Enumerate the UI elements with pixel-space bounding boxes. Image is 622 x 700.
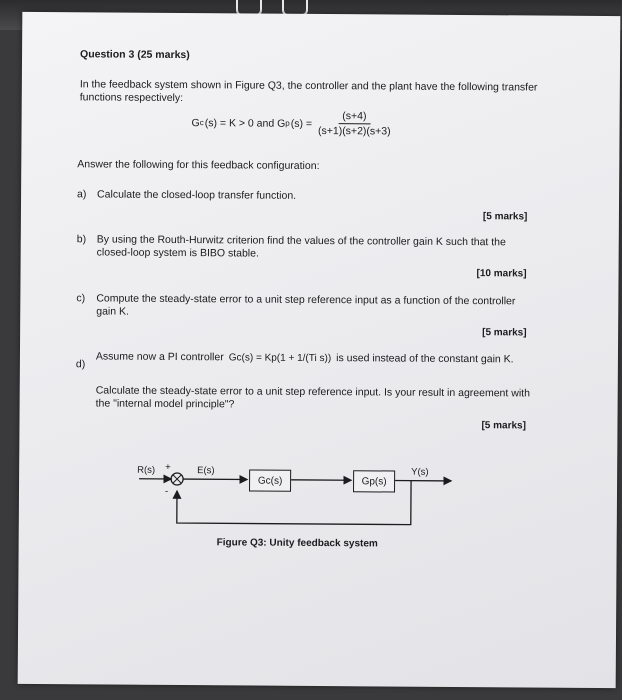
part-d-label: d)	[75, 358, 86, 371]
minus-sign: -	[164, 485, 169, 497]
part-a-label: a)	[77, 188, 87, 201]
part-c-marks: [5 marks]	[482, 327, 527, 339]
part-d-post: is used instead of the constant gain K.	[336, 352, 514, 366]
part-b-label: b)	[76, 233, 87, 246]
output-label: Y(s)	[411, 466, 429, 478]
plant-block	[353, 470, 395, 492]
question-intro: In the feedback system shown in Figure Q3, the controller and the plant have the following transfer functions respectively:	[79, 78, 538, 105]
figure-caption: Figure Q3: Unity feedback system	[216, 537, 378, 550]
gc-symbol: G	[191, 116, 200, 129]
controller-block	[249, 470, 291, 492]
plus-sign: +	[165, 461, 171, 473]
part-b-text: By using the Routh-Hurwitz criterion find the values of the controller gain K such that the closed-loop system is BIBO stable.	[96, 233, 506, 260]
exam-page	[18, 12, 621, 688]
part-b-marks: [10 marks]	[476, 268, 527, 280]
controller-label: Gc(s)	[257, 475, 283, 487]
part-c-label: c)	[76, 292, 86, 305]
error-label: E(s)	[197, 465, 215, 477]
part-d-pre: Assume now a PI controller	[95, 350, 224, 364]
gp-equals: (s) =	[290, 117, 313, 130]
plant-label: Gp(s)	[361, 475, 387, 487]
part-c-text: Compute the steady-state error to a unit step reference input as a function of the controller gain K.	[96, 292, 516, 318]
part-a-marks: [5 marks]	[482, 211, 528, 223]
block-diagram	[19, 12, 621, 556]
reference-label: R(s)	[137, 464, 156, 476]
pi-controller-expression: Gc(s) = Kp(1 + 1/(Ti s))	[228, 351, 332, 364]
part-a-text: Calculate the closed-loop transfer function.	[97, 188, 297, 202]
question-title: Question 3 (25 marks)	[80, 48, 190, 62]
answer-lead: Answer the following for this feedback configuration:	[77, 158, 320, 172]
gp-subscript: p	[285, 118, 290, 128]
part-d-text: Calculate the steady-state error to a unit step reference input. Is your result in agreement with the "internal model principle"?	[95, 384, 530, 411]
part-d-marks: [5 marks]	[481, 420, 526, 432]
plant-denominator: (s+1)(s+2)(s+3)	[317, 124, 391, 138]
gc-subscript: c	[199, 118, 204, 128]
plant-numerator: (s+4)	[338, 110, 370, 124]
gc-definition: (s) = K > 0 and G	[204, 116, 286, 130]
